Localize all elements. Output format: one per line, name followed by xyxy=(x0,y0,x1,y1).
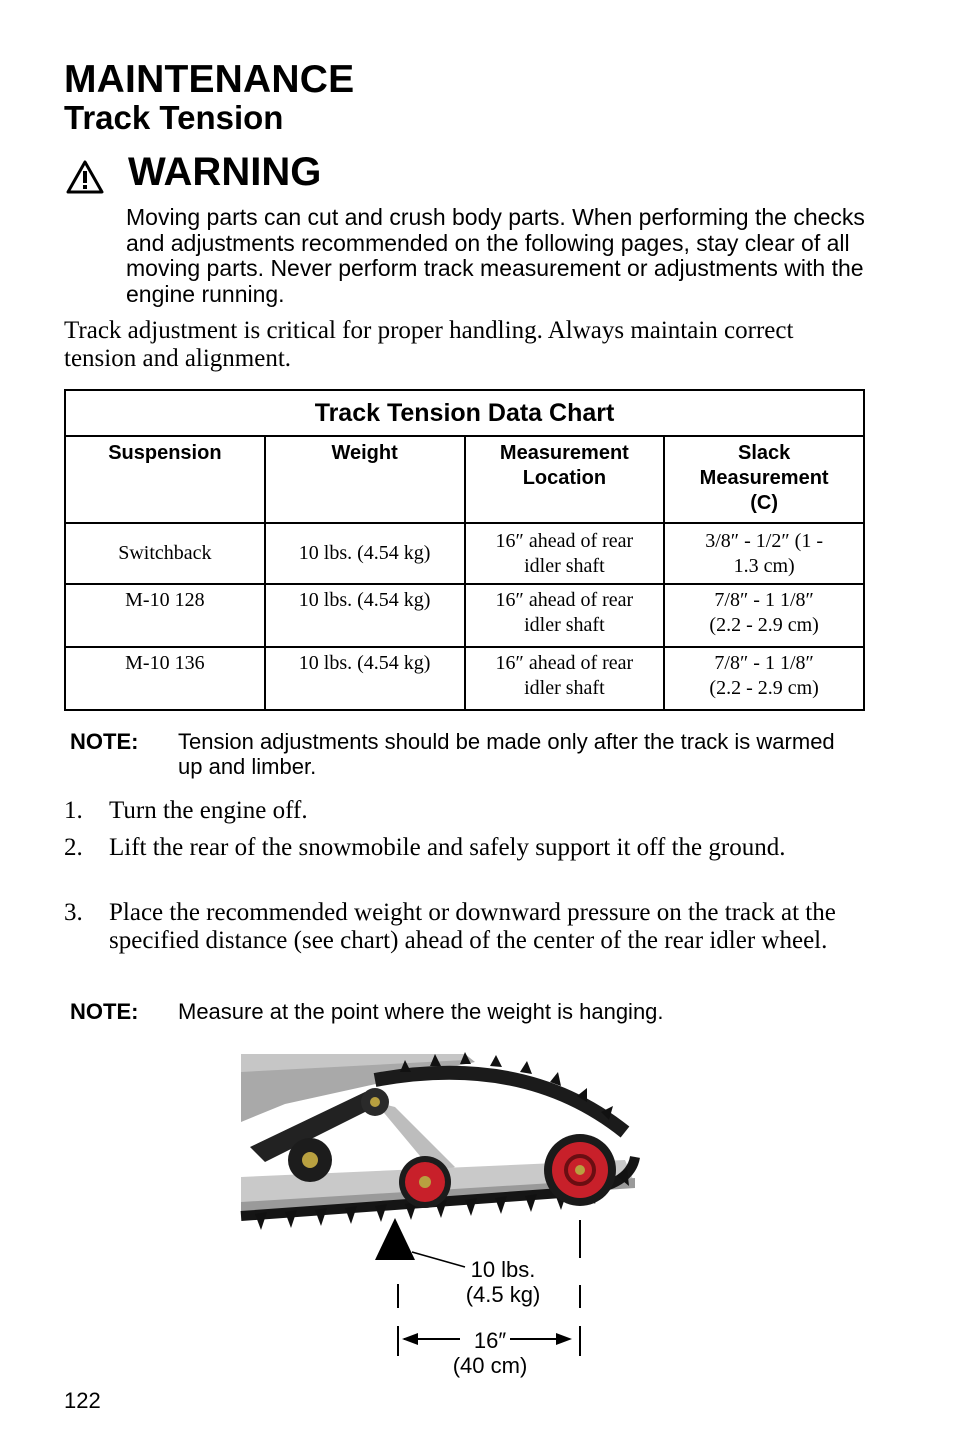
table-cell: Switchback xyxy=(65,523,265,584)
page-number: 122 xyxy=(64,1388,101,1413)
step-number: 2. xyxy=(64,834,83,861)
table-cell: 16″ ahead of rear idler shaft xyxy=(465,523,665,584)
arrow-left-icon xyxy=(402,1333,418,1345)
table-cell: 7/8″ - 1 1/8″ (2.2 - 2.9 cm) xyxy=(664,647,864,710)
note-label: NOTE: xyxy=(70,729,139,754)
step-item xyxy=(64,797,864,827)
table-cell: 10 lbs. (4.54 kg) xyxy=(265,647,465,710)
distance-label: 16″ (40 cm) xyxy=(452,1328,528,1378)
step-number: 1. xyxy=(64,797,83,824)
table-cell: 7/8″ - 1 1/8″ (2.2 - 2.9 cm) xyxy=(664,584,864,647)
table-cell: 16″ ahead of rear idler shaft xyxy=(465,647,665,710)
note-warm-up xyxy=(70,729,870,781)
note-measure-point xyxy=(70,999,870,1027)
table-cell: M-10 128 xyxy=(65,584,265,647)
step-text: Turn the engine off. xyxy=(109,797,308,824)
weight-label: 10 lbs. (4.5 kg) xyxy=(465,1257,541,1307)
table-cell: 10 lbs. (4.54 kg) xyxy=(265,584,465,647)
step-text: Place the recommended weight or downward pressure on the track at the specified distance (see chart) ahead of the center of the rear idler wheel. xyxy=(109,899,836,954)
step-number: 3. xyxy=(64,899,83,926)
column-header: Weight xyxy=(265,436,465,523)
step-text: Lift the rear of the snowmobile and safely support it off the ground. xyxy=(109,834,786,861)
table-cell: 3/8″ - 1/2″ (1 - 1.3 cm) xyxy=(664,523,864,584)
table-row xyxy=(65,647,864,710)
column-header: Slack Measurement (C) xyxy=(664,436,864,523)
warning-text: Moving parts can cut and crush body parts. When performing the checks and adjustments recommended on the following pages, stay clear of all moving parts. Never perform track measurement or adjustments with the engine running. xyxy=(126,204,865,307)
intro-paragraph: Track adjustment is critical for proper handling. Always maintain correct tension and alignment. xyxy=(64,317,794,372)
arrow-right-icon xyxy=(556,1333,572,1345)
warning-title: WARNING xyxy=(128,150,322,194)
step-item xyxy=(64,834,864,892)
column-header: Suspension xyxy=(65,436,265,523)
section-title: MAINTENANCE xyxy=(64,58,355,101)
table-cell: M-10 136 xyxy=(65,647,265,710)
step-item xyxy=(64,899,864,985)
subsection-title: Track Tension xyxy=(64,99,284,136)
track-tension-table xyxy=(64,389,865,711)
warning-triangle-icon xyxy=(66,160,104,194)
note-text: Tension adjustments should be made only after the track is warmed up and limber. xyxy=(178,729,835,779)
table-cell: 16″ ahead of rear idler shaft xyxy=(465,584,665,647)
weight-marker-icon xyxy=(375,1218,415,1260)
table-cell: 10 lbs. (4.54 kg) xyxy=(265,523,465,584)
note-label: NOTE: xyxy=(70,999,139,1024)
note-text: Measure at the point where the weight is hanging. xyxy=(178,999,664,1024)
table-title: Track Tension Data Chart xyxy=(65,390,864,436)
table-row xyxy=(65,584,864,647)
column-header: Measurement Location xyxy=(465,436,665,523)
table-row xyxy=(65,523,864,584)
